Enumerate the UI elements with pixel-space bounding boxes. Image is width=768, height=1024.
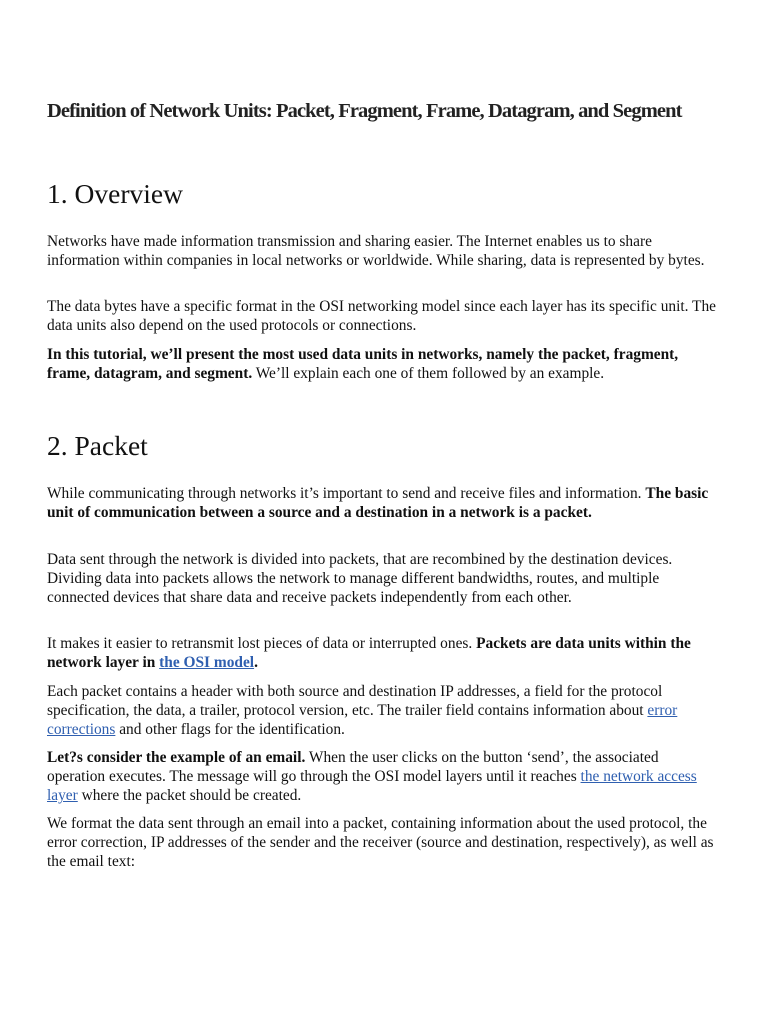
overview-paragraph-3	[47, 345, 717, 383]
overview-heading: 1. Overview	[47, 178, 183, 209]
packet-paragraph-3	[47, 634, 717, 672]
error-corrections-link[interactable]: error corrections	[47, 702, 678, 739]
packet-paragraph-1-bold: The basic unit of communication between a source and a destination in a network is a packet.	[47, 485, 709, 522]
packet-paragraph-5	[47, 748, 717, 806]
packet-paragraph-3-bold: Packets are data units within the network layer in	[47, 635, 691, 672]
packet-paragraph-5-text: When the user clicks on the button ‘send’, the associated operation executes. The message will go through the OSI model layers until it reaches	[47, 749, 659, 786]
osi-model-link[interactable]: the OSI model	[159, 654, 255, 672]
packet-paragraph-4-end: and other flags for the identification.	[115, 721, 345, 739]
overview-paragraph-2: The data bytes have a specific format in the OSI networking model since each layer has its specific unit. The data units also depend on the used protocols or connections.	[47, 298, 716, 335]
packet-paragraph-3-text: It makes it easier to retransmit lost pieces of data or interrupted ones.	[47, 635, 477, 652]
packet-paragraph-2: Data sent through the network is divided into packets, that are recombined by the destination devices. Dividing data into packets allows the network to manage different bandwidths, routes, and multiple connected devices that share data and receive packets independently from each other.	[47, 551, 673, 607]
overview-paragraph-3-rest: We’ll explain each one of them followed by an example.	[252, 365, 605, 383]
network-access-layer-link[interactable]: the network access layer	[47, 768, 697, 805]
packet-paragraph-1	[47, 484, 717, 522]
packet-paragraph-5-bold: Let?s consider the example of an email.	[47, 749, 306, 766]
document-title: Definition of Network Units: Packet, Fragment, Frame, Datagram, and Segment	[47, 100, 682, 122]
packet-paragraph-5-end: where the packet should be created.	[77, 787, 302, 805]
packet-paragraph-3-end: .	[254, 654, 258, 672]
packet-paragraph-1-text: While communicating through networks it’s important to send and receive files and information.	[47, 485, 646, 502]
packet-paragraph-4	[47, 682, 717, 740]
packet-paragraph-6: We format the data sent through an email into a packet, containing information about the used protocol, the error correction, IP addresses of the sender and the receiver (source and destination, respectively), as well as the email text:	[47, 815, 714, 871]
packet-heading: 2. Packet	[47, 430, 148, 461]
overview-paragraph-1: Networks have made information transmission and sharing easier. The Internet enables us to share information within companies in local networks or worldwide. While sharing, data is represented by bytes.	[47, 233, 705, 270]
overview-paragraph-3-bold: In this tutorial, we’ll present the most used data units in networks, namely the packet, fragment, frame, datagram, and segment.	[47, 346, 679, 383]
packet-paragraph-4-text: Each packet contains a header with both source and destination IP addresses, a field for the protocol specification, the data, a trailer, protocol version, etc. The trailer field contains information about	[47, 683, 663, 720]
